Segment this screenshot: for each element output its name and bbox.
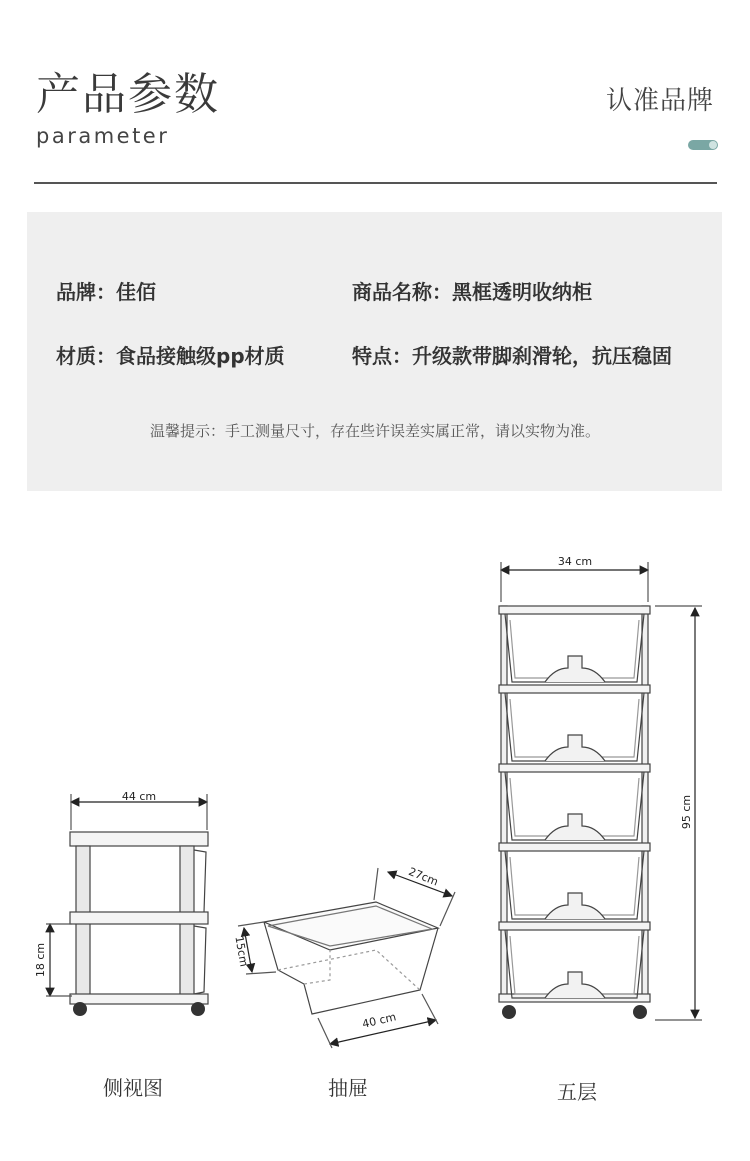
tier-drawer xyxy=(499,843,650,919)
drawer-height-label: 15cm xyxy=(232,935,251,968)
tier-drawer xyxy=(499,606,650,682)
tier-height-label: 95 cm xyxy=(680,794,693,830)
drawer-length-label: 40 cm xyxy=(361,1010,398,1031)
spec-product-name: 商品名称：黑框透明收纳柜 xyxy=(352,280,592,304)
drawer-caption: 抽屉 xyxy=(328,1076,368,1100)
spec-brand: 品牌：佳佰 xyxy=(56,280,156,304)
tip-text: 温馨提示：手工测量尺寸，存在些许误差实属正常，请以实物为准。 xyxy=(149,422,600,440)
dimension-diagrams xyxy=(0,540,750,1060)
drawer-diagram xyxy=(238,868,455,1048)
brand-tag: 认准品牌 xyxy=(605,86,714,116)
five-tier-diagram xyxy=(499,562,702,1020)
side-view-caption: 侧视图 xyxy=(103,1076,163,1100)
drawer-depth-label: 27cm xyxy=(406,864,441,889)
tier-drawer xyxy=(499,922,650,998)
toggle-decoration-icon xyxy=(688,140,718,150)
page-title: 产品参数 xyxy=(36,69,220,120)
page-subtitle: parameter xyxy=(36,124,170,148)
tier-width-label: 34 cm xyxy=(557,555,593,568)
five-tier-caption: 五层 xyxy=(557,1080,597,1104)
spec-features: 特点：升级款带脚刹滑轮，抗压稳固 xyxy=(352,344,672,368)
side-view-diagram xyxy=(46,794,208,1016)
side-width-label: 44 cm xyxy=(121,790,157,803)
divider xyxy=(34,182,717,184)
tier-drawer xyxy=(499,764,650,840)
spec-material: 材质：食品接触级pp材质 xyxy=(56,344,285,368)
side-height-label: 18 cm xyxy=(34,942,47,978)
tier-drawer xyxy=(499,685,650,761)
